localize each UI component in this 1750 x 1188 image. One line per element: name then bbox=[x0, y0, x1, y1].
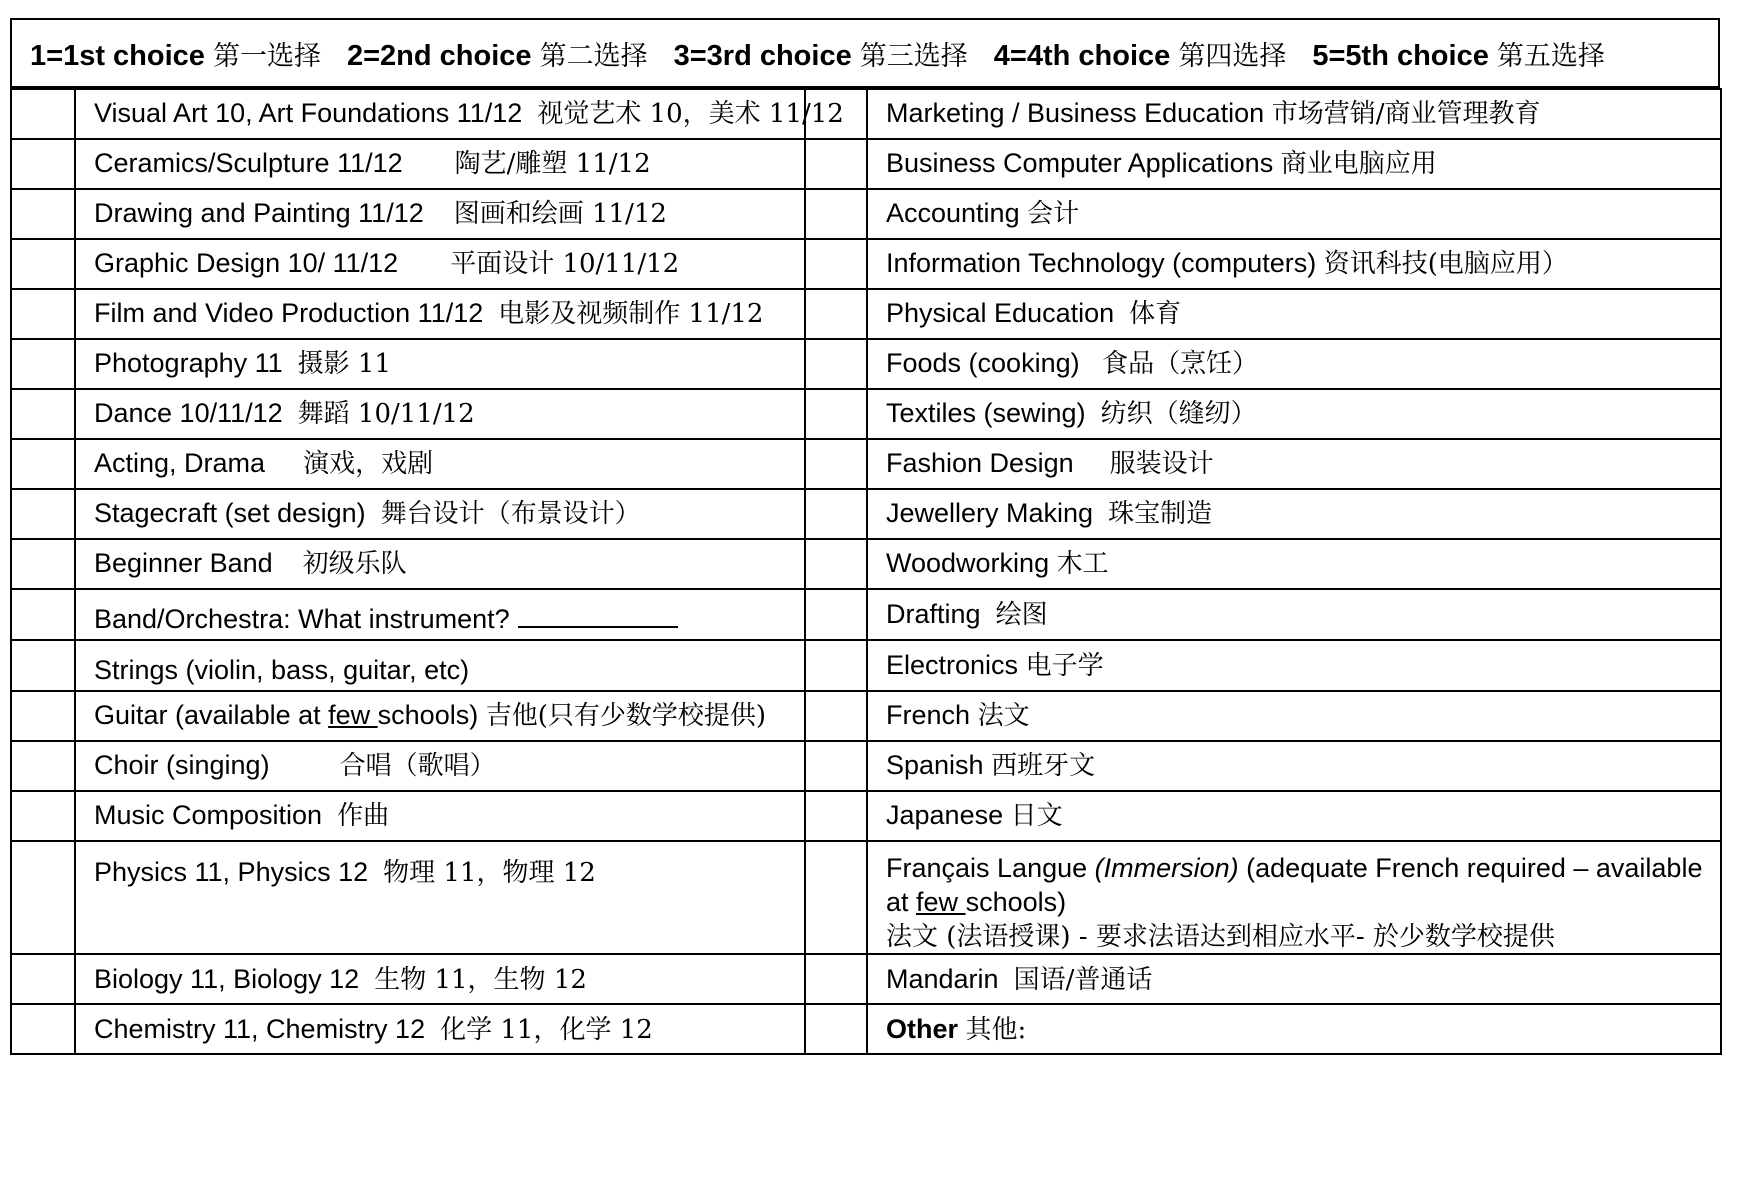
course-left-6: Photography 11 摄影 11 bbox=[75, 339, 805, 389]
choice-box-left-6[interactable] bbox=[11, 339, 75, 389]
choice-box-right-12[interactable] bbox=[805, 640, 867, 691]
choice-box-left-17[interactable] bbox=[11, 954, 75, 1004]
course-right-6: Foods (cooking) 食品（烹饪） bbox=[867, 339, 1721, 389]
choice-box-right-4[interactable] bbox=[805, 239, 867, 289]
choice-box-right-3[interactable] bbox=[805, 189, 867, 239]
choice-box-right-7[interactable] bbox=[805, 389, 867, 439]
choice-box-right-11[interactable] bbox=[805, 589, 867, 640]
course-left-7: Dance 10/11/12 舞蹈 10/11/12 bbox=[75, 389, 805, 439]
table-row bbox=[11, 1004, 1721, 1054]
course-right-16: Français Langue (Immersion) (adequate French required – available at few schools) 法文 (法语授课) - 要求法语达到相应水平- 於少数学校提供 bbox=[867, 841, 1721, 954]
table-row bbox=[11, 89, 1721, 139]
table-row bbox=[11, 189, 1721, 239]
course-right-18[interactable]: Other 其他: bbox=[867, 1004, 1721, 1054]
course-right-3: Accounting 会计 bbox=[867, 189, 1721, 239]
choice-box-right-18[interactable] bbox=[805, 1004, 867, 1054]
choice-box-left-16[interactable] bbox=[11, 841, 75, 954]
choice-box-right-8[interactable] bbox=[805, 439, 867, 489]
choice-box-left-5[interactable] bbox=[11, 289, 75, 339]
course-right-17: Mandarin 国语/普通话 bbox=[867, 954, 1721, 1004]
table-row bbox=[11, 389, 1721, 439]
choice-box-right-16[interactable] bbox=[805, 841, 867, 954]
instrument-blank[interactable] bbox=[518, 602, 678, 628]
course-left-10: Beginner Band 初级乐队 bbox=[75, 539, 805, 589]
course-left-17: Biology 11, Biology 12 生物 11，生物 12 bbox=[75, 954, 805, 1004]
course-left-11: Band/Orchestra: What instrument? bbox=[75, 589, 805, 640]
course-right-2: Business Computer Applications 商业电脑应用 bbox=[867, 139, 1721, 189]
choice-box-left-11[interactable] bbox=[11, 589, 75, 640]
choice-box-left-4[interactable] bbox=[11, 239, 75, 289]
table-row bbox=[11, 589, 1721, 640]
choice-box-right-14[interactable] bbox=[805, 741, 867, 791]
choice-box-right-5[interactable] bbox=[805, 289, 867, 339]
course-right-1: Marketing / Business Education 市场营销/商业管理教育 bbox=[867, 89, 1721, 139]
table-row bbox=[11, 741, 1721, 791]
course-right-11: Drafting 绘图 bbox=[867, 589, 1721, 640]
choice-box-right-9[interactable] bbox=[805, 489, 867, 539]
course-right-15: Japanese 日文 bbox=[867, 791, 1721, 841]
legend-item-1: 1=1st choice 第一选择 bbox=[30, 39, 321, 72]
course-left-9: Stagecraft (set design) 舞台设计（布景设计） bbox=[75, 489, 805, 539]
course-right-14: Spanish 西班牙文 bbox=[867, 741, 1721, 791]
course-right-8: Fashion Design 服装设计 bbox=[867, 439, 1721, 489]
choice-box-right-2[interactable] bbox=[805, 139, 867, 189]
choice-box-left-7[interactable] bbox=[11, 389, 75, 439]
choice-legend bbox=[10, 18, 1720, 88]
table-row bbox=[11, 339, 1721, 389]
legend-item-3: 3=3rd choice 第三选择 bbox=[673, 39, 968, 72]
choice-box-right-13[interactable] bbox=[805, 691, 867, 741]
table-row bbox=[11, 439, 1721, 489]
course-right-13: French 法文 bbox=[867, 691, 1721, 741]
course-left-4: Graphic Design 10/ 11/12 平面设计 10/11/12 bbox=[75, 239, 805, 289]
course-right-7: Textiles (sewing) 纺织（缝纫） bbox=[867, 389, 1721, 439]
course-left-12: Strings (violin, bass, guitar, etc) bbox=[75, 640, 805, 691]
legend-item-5: 5=5th choice 第五选择 bbox=[1312, 39, 1605, 72]
choice-box-left-15[interactable] bbox=[11, 791, 75, 841]
legend-item-4: 4=4th choice 第四选择 bbox=[993, 39, 1287, 72]
course-right-10: Woodworking 木工 bbox=[867, 539, 1721, 589]
choice-box-left-8[interactable] bbox=[11, 439, 75, 489]
table-row bbox=[11, 539, 1721, 589]
table-row bbox=[11, 691, 1721, 741]
choice-box-left-3[interactable] bbox=[11, 189, 75, 239]
course-right-12: Electronics 电子学 bbox=[867, 640, 1721, 691]
table-row bbox=[11, 640, 1721, 691]
course-left-3: Drawing and Painting 11/12 图画和绘画 11/12 bbox=[75, 189, 805, 239]
course-left-1: Visual Art 10, Art Foundations 11/12 视觉艺术 10，美术 11/12 bbox=[75, 89, 805, 139]
table-row bbox=[11, 289, 1721, 339]
course-right-4: Information Technology (computers) 资讯科技(电脑应用） bbox=[867, 239, 1721, 289]
course-left-14: Choir (singing) 合唱（歌唱） bbox=[75, 741, 805, 791]
legend-item-2: 2=2nd choice 第二选择 bbox=[346, 39, 648, 72]
course-table bbox=[10, 88, 1722, 1055]
table-row bbox=[11, 139, 1721, 189]
choice-box-left-13[interactable] bbox=[11, 691, 75, 741]
choice-box-left-9[interactable] bbox=[11, 489, 75, 539]
table-row bbox=[11, 954, 1721, 1004]
course-left-2: Ceramics/Sculpture 11/12 陶艺/雕塑 11/12 bbox=[75, 139, 805, 189]
choice-box-left-1[interactable] bbox=[11, 89, 75, 139]
choice-box-left-10[interactable] bbox=[11, 539, 75, 589]
choice-box-left-18[interactable] bbox=[11, 1004, 75, 1054]
course-left-15: Music Composition 作曲 bbox=[75, 791, 805, 841]
course-left-18: Chemistry 11, Chemistry 12 化学 11，化学 12 bbox=[75, 1004, 805, 1054]
choice-box-right-10[interactable] bbox=[805, 539, 867, 589]
course-right-5: Physical Education 体育 bbox=[867, 289, 1721, 339]
course-left-16: Physics 11, Physics 12 物理 11，物理 12 bbox=[75, 841, 805, 954]
course-left-13: Guitar (available at few schools) 吉他(只有少数学校提供) bbox=[75, 691, 805, 741]
course-left-8: Acting, Drama 演戏，戏剧 bbox=[75, 439, 805, 489]
table-row bbox=[11, 791, 1721, 841]
course-left-5: Film and Video Production 11/12 电影及视频制作 11/12 bbox=[75, 289, 805, 339]
choice-box-right-17[interactable] bbox=[805, 954, 867, 1004]
choice-box-left-12[interactable] bbox=[11, 640, 75, 691]
course-right-9: Jewellery Making 珠宝制造 bbox=[867, 489, 1721, 539]
choice-box-left-2[interactable] bbox=[11, 139, 75, 189]
table-row bbox=[11, 841, 1721, 954]
course-selection-sheet bbox=[10, 18, 1720, 1055]
choice-box-right-6[interactable] bbox=[805, 339, 867, 389]
table-row bbox=[11, 239, 1721, 289]
choice-box-left-14[interactable] bbox=[11, 741, 75, 791]
table-row bbox=[11, 489, 1721, 539]
choice-box-right-15[interactable] bbox=[805, 791, 867, 841]
